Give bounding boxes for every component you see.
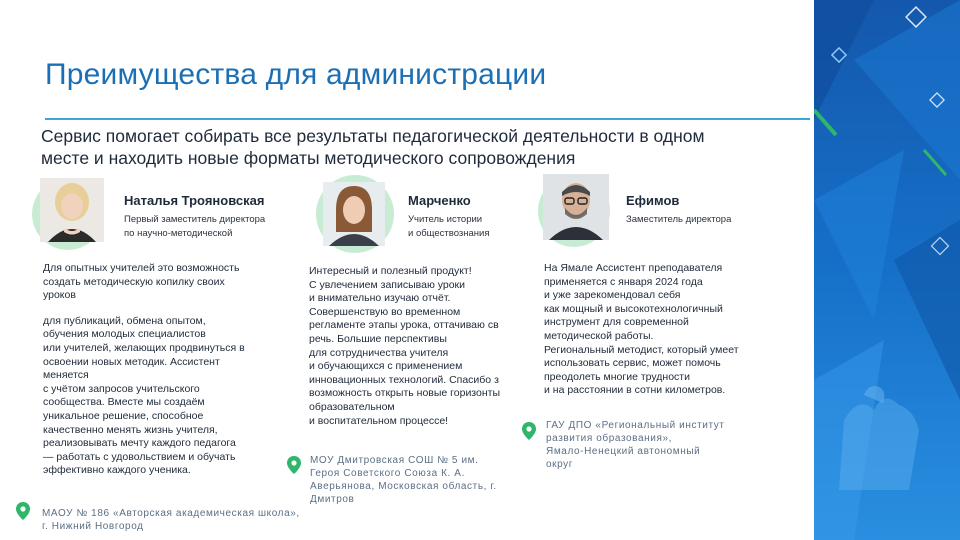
testimonial-text bbox=[43, 262, 245, 478]
quote-line: и воспитательном процессе! bbox=[309, 414, 449, 427]
role-line: по научно-методической bbox=[124, 228, 233, 239]
quote-line: для сотрудничества учителя bbox=[309, 346, 449, 359]
quote-line: применяется с января 2024 года bbox=[544, 275, 703, 288]
org-line: ГАУ ДПО «Региональный институт bbox=[546, 420, 725, 431]
org-line: г. Нижний Новгород bbox=[42, 521, 144, 532]
subtitle-line: месте и находить новые форматы методического сопровождения bbox=[41, 148, 576, 168]
org-line: МОУ Дмитровская СОШ № 5 им. bbox=[310, 455, 479, 466]
quote-line: и уже зарекомендовал себя bbox=[544, 289, 681, 302]
quote-line: — работать с удовольствием и обучать bbox=[43, 450, 236, 463]
quote-line: сообщества. Вместе мы создаём bbox=[43, 396, 205, 409]
person-photo-icon bbox=[40, 178, 104, 242]
person-name: Наталья Трояновская bbox=[124, 193, 265, 208]
org-line: Героя Советского Союза К. А. bbox=[310, 468, 465, 479]
role-line: Первый заместитель директора bbox=[124, 214, 266, 225]
quote-line: как мощный и высокотехнологичный bbox=[544, 302, 723, 315]
quote-line: Для опытных учителей это возможность bbox=[43, 262, 240, 274]
page-title: Преимущества для администрации bbox=[45, 58, 547, 91]
quote-line: речь. Большие перспективы bbox=[309, 332, 447, 345]
org-line: развития образования», bbox=[546, 433, 673, 444]
person-photo-icon bbox=[323, 182, 385, 246]
quote-line: и на расстоянии в сотни километров. bbox=[544, 384, 726, 397]
person-photo-icon bbox=[543, 174, 609, 240]
quote-line: и внимательно изучаю отчёт. bbox=[309, 292, 451, 305]
location-pin-icon bbox=[287, 456, 301, 474]
org-line: Дмитров bbox=[310, 494, 355, 505]
organization-label bbox=[310, 454, 497, 506]
quote-line: уроков bbox=[43, 289, 76, 302]
subtitle-line: Сервис помогает собирать все результаты педагогической деятельности в одном bbox=[41, 126, 705, 146]
quote-line: и обучающихся с применением bbox=[309, 360, 463, 373]
avatar-person-1 bbox=[40, 178, 104, 242]
role-line: и обществознания bbox=[408, 228, 490, 239]
quote-line: реализовывать мечту каждого педагога bbox=[43, 437, 236, 450]
quote-line: Интересный и полезный продукт! bbox=[309, 265, 472, 277]
location-pin-icon bbox=[16, 502, 30, 520]
quote-line: или учителей, желающих продвинуться в bbox=[43, 341, 245, 354]
quote-line: методической работы. bbox=[544, 329, 654, 342]
decorative-pattern-icon bbox=[814, 0, 960, 540]
page-subtitle bbox=[41, 125, 801, 169]
quote-line: регламенте этапы урока, оттачиваю св bbox=[309, 319, 499, 332]
quote-line: для публикаций, обмена опытом, bbox=[43, 314, 206, 327]
quote-line: эффективно каждого ученика. bbox=[43, 464, 191, 477]
quote-line: Региональный методист, который умеет bbox=[544, 343, 739, 356]
quote-line: Совершенствую во временном bbox=[309, 305, 461, 318]
person-name: Марченко bbox=[408, 193, 471, 208]
quote-line: обучения молодых специалистов bbox=[43, 328, 206, 341]
testimonial-text bbox=[309, 265, 500, 428]
quote-line: образовательном bbox=[309, 400, 395, 413]
testimonial-text bbox=[544, 262, 739, 398]
org-line: Аверьянова, Московская область, г. bbox=[310, 481, 497, 492]
title-divider bbox=[45, 118, 810, 120]
role-line: Учитель истории bbox=[408, 214, 483, 225]
org-line: МАОУ № 186 «Авторская академическая школа», bbox=[42, 508, 300, 519]
organization-label bbox=[546, 419, 725, 471]
avatar-person-3 bbox=[543, 174, 609, 240]
quote-line: инновационных технологий. Спасибо з bbox=[309, 373, 499, 386]
quote-line: На Ямале Ассистент преподавателя bbox=[544, 262, 723, 274]
avatar-person-2 bbox=[323, 182, 385, 246]
org-line: округ bbox=[546, 459, 574, 470]
quote-line: с учётом запросов учительского bbox=[43, 382, 200, 395]
quote-line: С увлечением записываю уроки bbox=[309, 278, 466, 291]
quote-line: инструмент для современной bbox=[544, 316, 689, 329]
quote-line: преодолеть многие трудности bbox=[544, 370, 690, 383]
quote-line: использовать сервис, может помочь bbox=[544, 357, 721, 370]
person-role bbox=[626, 213, 731, 227]
quote-line: создать методическую копилку своих bbox=[43, 275, 225, 288]
organization-label bbox=[42, 507, 300, 533]
quote-line: уникальное решение, способное bbox=[43, 409, 204, 422]
quote-line: освоении новых методик. Ассистент bbox=[43, 355, 220, 368]
person-role bbox=[124, 213, 265, 241]
quote-line: качественно менять жизнь учителя, bbox=[43, 423, 218, 436]
quote-line: возможность открыть новые горизонты bbox=[309, 387, 500, 400]
quote-line: меняется bbox=[43, 369, 89, 382]
role-line: Заместитель директора bbox=[626, 214, 732, 225]
person-name: Ефимов bbox=[626, 193, 680, 208]
person-role bbox=[408, 213, 489, 241]
location-pin-icon bbox=[522, 422, 536, 440]
decorative-side-panel bbox=[814, 0, 960, 540]
quote-spacer bbox=[43, 303, 245, 315]
org-line: Ямало-Ненецкий автономный bbox=[546, 446, 701, 457]
